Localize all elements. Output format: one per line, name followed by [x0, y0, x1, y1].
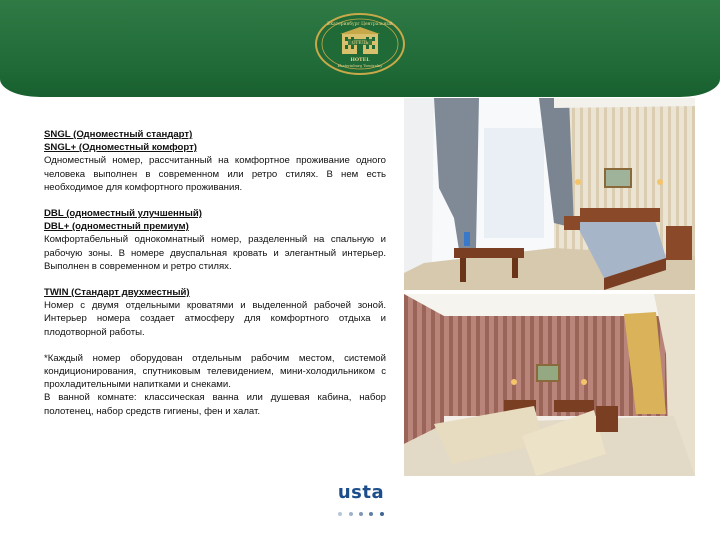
dbl-plus-title: DBL+ (одноместный премиум) [44, 221, 189, 233]
amenities-note: *Каждый номер оборудован отдельным рабочим местом, системой кондиционирования, спутниковым телевидением, мини-холодильником с прохладительными напитками и снеками. [44, 352, 386, 391]
logo-hotel-text: HOTEL [350, 57, 370, 63]
twin-room-photo [404, 294, 695, 476]
sngl-description: Одноместный номер, рассчитанный на комфортное проживание одного человека выполнен в современном или ретро стилях. В нем есть необходимое для комфортного проживания. [44, 155, 386, 193]
usta-brand-text: usta [337, 482, 385, 503]
sngl-plus-title: SNGL+ (Одноместный комфорт) [44, 142, 197, 154]
twin-title: TWIN (Стандарт двухместный) [44, 287, 190, 299]
bathroom-note: В ванной комнате: классическая ванна или душевая кабина, набор полотенец, набор средств гигиены, фен и халат. [44, 392, 386, 417]
usta-dot [338, 512, 342, 516]
usta-dot [369, 512, 373, 516]
usta-dots [333, 505, 389, 511]
usta-logo [333, 484, 389, 514]
usta-dot [349, 512, 353, 516]
sngl-title: SNGL (Одноместный стандарт) [44, 129, 193, 140]
room-descriptions [44, 128, 386, 418]
usta-dot [359, 512, 363, 516]
logo-inner-text: ОТЕЛЬ [351, 41, 369, 46]
dbl-title: DBL (одноместный улучшенный) [44, 208, 202, 220]
logo-top-text: Екатеринбург Центральный [327, 22, 393, 27]
twin-description: Номер с двумя отдельными кроватями и выделенной рабочей зоной. Интерьер номера создает атмосферу для комфортного отдыха и плодотворной работы. [44, 300, 386, 338]
usta-dot [380, 512, 384, 516]
logo-city-text: Ekaterinburg Tsentralny [337, 64, 383, 68]
dbl-description: Комфортабельный однокомнатный номер, разделенный на спальную и рабочую зоны. В номере двуспальная кровать и элегантный интерьер. Выполнен в современном и ретро стилях. [44, 234, 386, 272]
double-room-photo [404, 98, 695, 290]
hotel-logo [314, 12, 406, 76]
header-band [0, 0, 720, 97]
